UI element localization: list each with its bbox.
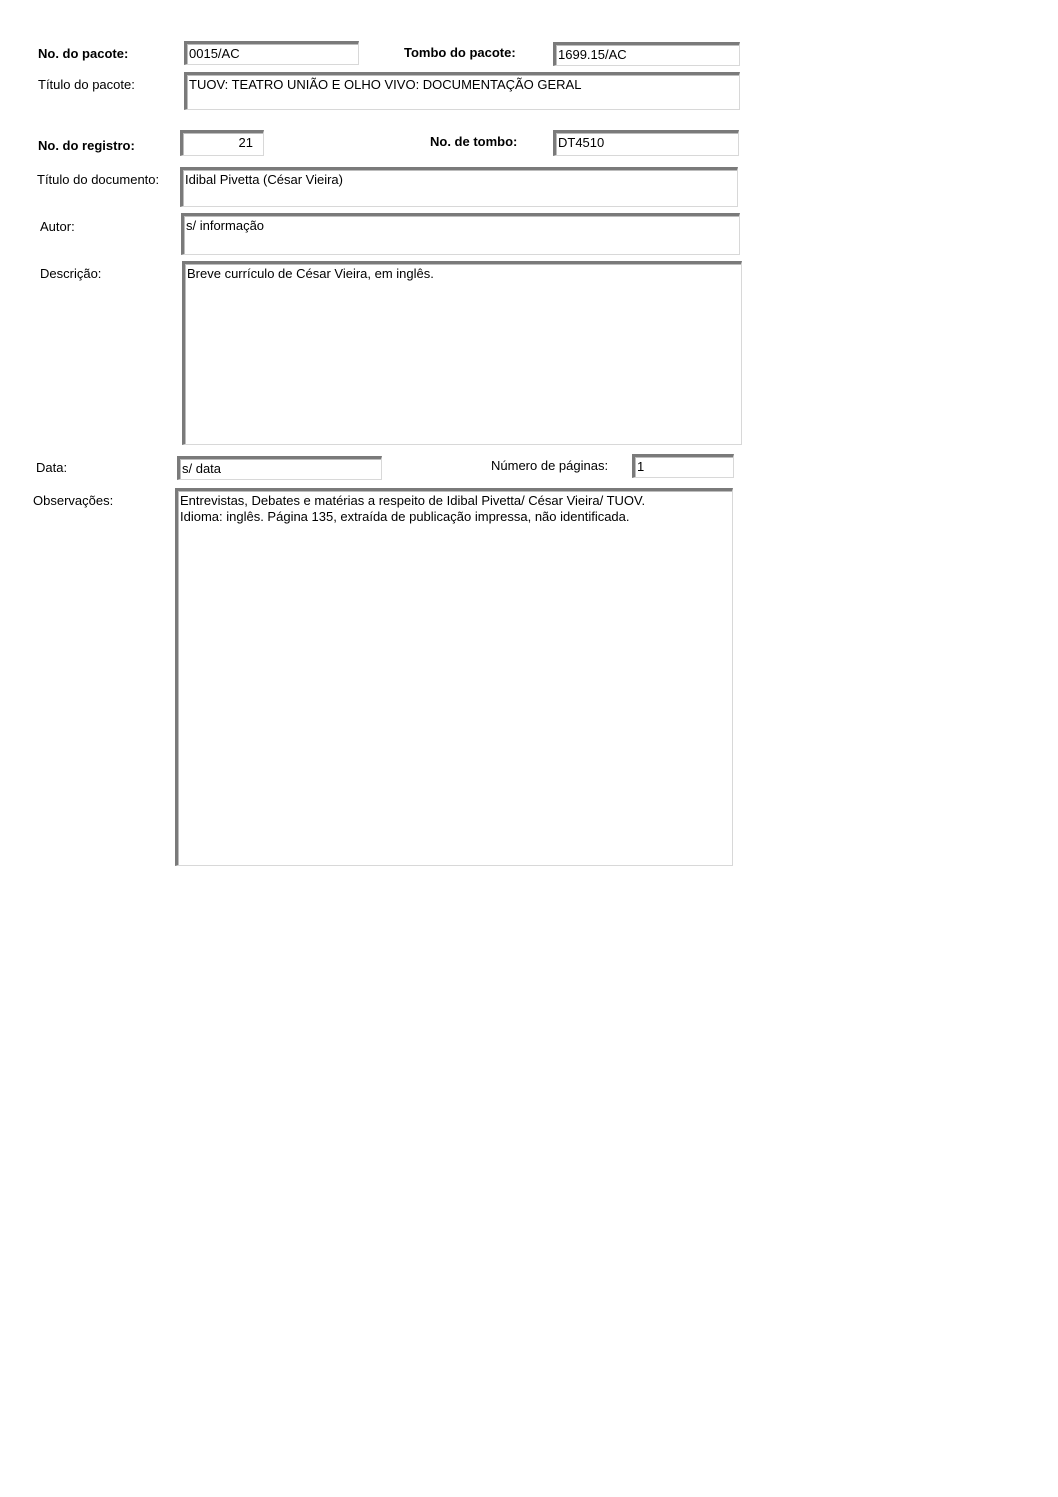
observations-label: Observações:	[33, 493, 114, 508]
document-title-field[interactable]: Idibal Pivetta (César Vieira)	[180, 167, 738, 207]
pacote-title-field[interactable]: TUOV: TEATRO UNIÃO E OLHO VIVO: DOCUMENTAÇÃO GERAL	[184, 72, 740, 110]
author-field[interactable]: s/ informação	[181, 213, 740, 255]
pacote-tombo-field[interactable]: 1699.15/AC	[553, 42, 740, 66]
author-label: Autor:	[40, 219, 75, 234]
document-title-label: Título do documento:	[37, 172, 160, 187]
registro-number-field[interactable]: 21	[180, 130, 264, 156]
page-count-field[interactable]: 1	[632, 454, 734, 478]
observations-field[interactable]: Entrevistas, Debates e matérias a respeito de Idibal Pivetta/ César Vieira/ TUOV. Idioma: inglês. Página 135, extraída de publicação impressa, não identificada.	[175, 488, 733, 866]
date-label: Data:	[36, 460, 68, 475]
page-count-label: Número de páginas:	[491, 458, 609, 473]
pacote-title-label: Título do pacote:	[38, 77, 135, 92]
description-label: Descrição:	[40, 266, 102, 281]
pacote-number-field[interactable]: 0015/AC	[184, 41, 359, 65]
description-field[interactable]: Breve currículo de César Vieira, em inglês.	[182, 261, 742, 445]
registro-number-label: No. do registro:	[38, 138, 135, 153]
registro-tombo-field[interactable]: DT4510	[553, 130, 739, 156]
pacote-number-label: No. do pacote:	[38, 46, 129, 61]
registro-tombo-label: No. de tombo:	[430, 134, 518, 149]
pacote-tombo-label: Tombo do pacote:	[404, 45, 516, 60]
date-field[interactable]: s/ data	[177, 456, 382, 480]
